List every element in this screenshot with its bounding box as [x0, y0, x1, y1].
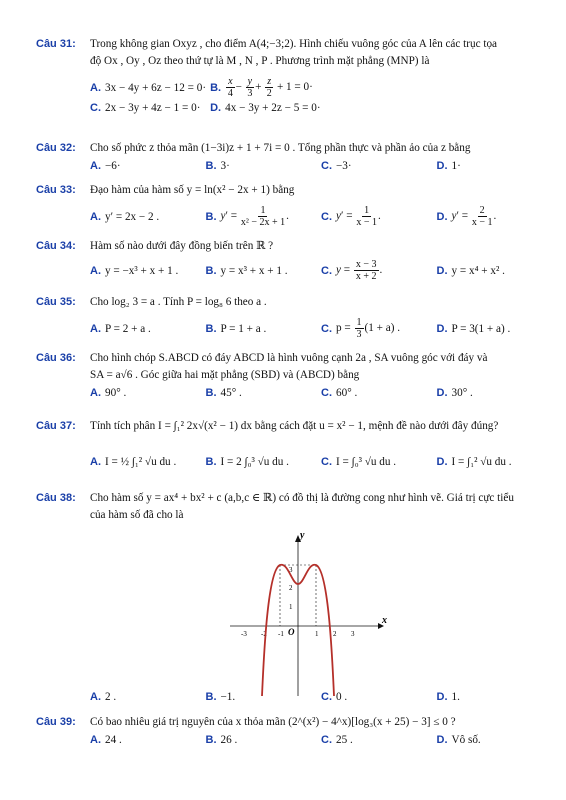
option-a: 3x − 4y + 6z − 12 = 0·	[105, 81, 207, 94]
question-32: Câu 32: Cho số phức z thỏa mãn (1−3i)z + 1 + 7i = 0 . Tổng phần thực và phần ảo của z bằng A. −6· B. 3· C. −3· D. 1·	[36, 140, 552, 175]
option-c: y = $\frac{x - 3}{x + 2}$ .	[336, 259, 383, 282]
x-tick: -1	[278, 630, 284, 638]
option-b: 26 .	[220, 734, 238, 746]
question-number: Câu 33:	[36, 184, 76, 196]
question-number: Câu 35:	[36, 296, 76, 308]
question-text: Có bao nhiêu giá trị nguyên của x thỏa mãn (2^(x²) − 4^x)[log₃(x + 25) − 3] ≤ 0 ?	[90, 716, 456, 728]
question-39: Câu 39: Có bao nhiêu giá trị nguyên của x thỏa mãn (2^(x²) − 4^x)[log₃(x + 25) − 3] ≤ 0 ? A. 24 . B. 26 . C. 25 . D. Vô số.	[36, 714, 552, 749]
question-text: Cho số phức z thỏa mãn (1−3i)z + 1 + 7i = 0 . Tổng phần thực và phần ảo của z bằng	[90, 142, 471, 154]
origin-label: O	[288, 627, 295, 637]
option-d: I = ∫₁² √u du .	[451, 456, 512, 468]
option-d: y′ = $\frac{2}{x - 1}$ .	[451, 205, 497, 228]
question-text: Trong không gian Oxyz , cho điểm A(4;−3;2). Hình chiếu vuông góc của A lên các trục tọa	[90, 38, 498, 50]
option-c: p = $\frac{1}{3}$ (1 + a) .	[336, 317, 401, 340]
question-text: Đạo hàm của hàm số y = ln(x² − 2x + 1) bằng	[90, 184, 295, 196]
question-text: Hàm số nào dưới đây đồng biến trên ℝ ?	[90, 240, 274, 252]
option-c: 2x − 3y + 4z − 1 = 0·	[105, 102, 201, 114]
option-a: 2 .	[105, 691, 117, 703]
x-tick: 2	[333, 630, 337, 638]
option-b: 3·	[220, 160, 230, 172]
option-a: y′ = 2x − 2 .	[105, 210, 160, 223]
option-b: −1.	[220, 691, 236, 703]
y-tick: 1	[289, 603, 293, 611]
option-c: I = ∫₀³ √u du .	[336, 456, 397, 468]
question-text-line2: SA = a√6 . Góc giữa hai mặt phẳng (SBD) và (ABCD) bằng	[90, 369, 360, 381]
function-graph	[226, 530, 388, 698]
question-number: Câu 36:	[36, 352, 76, 364]
option-d: Vô số.	[451, 734, 481, 746]
option-d: 1.	[451, 691, 460, 703]
question-text: Cho hình chóp S.ABCD có đáy ABCD là hình vuông cạnh 2a , SA vuông góc với đáy và	[90, 352, 488, 364]
question-text: Cho hàm số y = ax⁴ + bx² + c (a,b,c ∈ ℝ) có đồ thị là đường cong như hình vẽ. Giá trị cực tiểu	[90, 492, 514, 504]
question-text: Cho log₂ 3 = a . Tính P = log₈ 6 theo a .	[90, 296, 267, 308]
option-c: 60° .	[336, 387, 358, 399]
option-a: 90° .	[105, 387, 127, 399]
x-tick: -3	[241, 630, 247, 638]
option-a: P = 2 + a .	[105, 322, 151, 335]
option-b: 45° .	[220, 387, 242, 399]
y-tick: 3	[289, 566, 293, 574]
question-number: Câu 39:	[36, 716, 76, 728]
option-c: −3·	[336, 160, 352, 172]
x-tick: 3	[351, 630, 355, 638]
option-a: y = −x³ + x + 1 .	[105, 264, 179, 277]
question-31: Câu 31: Trong không gian Oxyz , cho điểm A(4;−3;2). Hình chiếu vuông góc của A lên các trục tọa độ Ox , Oy , Oz theo thứ tự là M , N , P . Phương trình mặt phẳng (MNP) là A. 3x − 4y + 6z − 12 = 0· B. $\frac{x}{4}$ − $\frac{y}{3}$ + $\frac{z}{2}$ + 1 = 0· C. 2x − 3y + 4z − 1 = 0· D. 4x − 3y + 2z − 5 = 0·	[36, 36, 552, 117]
option-d: 4x − 3y + 2z − 5 = 0·	[225, 102, 321, 114]
question-36: Câu 36: Cho hình chóp S.ABCD có đáy ABCD là hình vuông cạnh 2a , SA vuông góc với đáy và SA = a√6 . Góc giữa hai mặt phẳng (SBD) và (ABCD) bằng A. 90° . B. 45° . C. 60° . D. 30° .	[36, 350, 552, 402]
x-tick: 1	[315, 630, 319, 638]
option-c: y′ = $\frac{1}{x - 1}$ .	[336, 205, 381, 228]
question-33: Câu 33: Đạo hàm của hàm số y = ln(x² − 2x + 1) bằng A. y′ = 2x − 2 . B. y′ = $\frac{1}{\text{x² − 2x + 1}}$ . C. y′ = $\frac{1}{x - 1}$ . D. y′ = $\frac{2}{x - 1}$ .	[36, 182, 552, 228]
option-d: y = x⁴ + x² .	[451, 264, 505, 277]
question-number: Câu 31:	[36, 38, 76, 50]
option-b: $\frac{x}{4}$ − $\frac{y}{3}$ + $\frac{z}{2}$ + 1 = 0·	[227, 76, 313, 99]
question-text-line2: độ Ox , Oy , Oz theo thứ tự là M , N , P . Phương trình mặt phẳng (MNP) là	[90, 55, 430, 67]
question-text-line2: của hàm số đã cho là	[90, 509, 184, 521]
question-35: Câu 35: Cho log₂ 3 = a . Tính P = log₈ 6 theo a . A. P = 2 + a . B. P = 1 + a . C. p = $\frac{1}{3}$ (1 + a) . D. P = 3(1 + a) .	[36, 294, 552, 340]
x-tick: -2	[261, 630, 267, 638]
question-37: Câu 37: Tính tích phân I = ∫₁² 2x√(x² − 1) dx bằng cách đặt u = x² − 1, mệnh đề nào dưới đây đúng? A. I = ½ ∫₁² √u du . B. I = 2 ∫₀³ √u du . C. I = ∫₀³ √u du . D. I = ∫₁² √u du .	[36, 418, 552, 471]
y-tick: 2	[289, 584, 293, 592]
question-number: Câu 37:	[36, 420, 76, 432]
option-d: 30° .	[451, 387, 473, 399]
question-38	[36, 490, 552, 524]
option-b: y = x³ + x + 1 .	[220, 264, 288, 277]
option-d: P = 3(1 + a) .	[451, 322, 511, 335]
question-38-options: A. 2 . B. −1. C. 0 . D. 1.	[36, 688, 552, 706]
question-text: Tính tích phân I = ∫₁² 2x√(x² − 1) dx bằng cách đặt u = x² − 1, mệnh đề nào dưới đây đúng?	[90, 420, 499, 432]
question-number: Câu 34:	[36, 240, 76, 252]
question-number: Câu 32:	[36, 142, 76, 154]
x-axis-label: x	[382, 615, 387, 626]
option-c: 0 .	[336, 691, 348, 703]
option-a: I = ½ ∫₁² √u du .	[105, 456, 177, 468]
option-b: y′ = $\frac{1}{\text{x² − 2x + 1}}$ .	[220, 205, 289, 228]
option-a: −6·	[105, 160, 121, 172]
y-axis-label: y	[300, 530, 305, 541]
option-a: 24 .	[105, 734, 122, 746]
option-c: 25 .	[336, 734, 353, 746]
question-number: Câu 38:	[36, 492, 76, 504]
question-34: Câu 34: Hàm số nào dưới đây đồng biến trên ℝ ? A. y = −x³ + x + 1 . B. y = x³ + x + 1 . C. y = $\frac{x - 3}{x + 2}$ . D. y = x⁴ + x² .	[36, 238, 552, 282]
option-b: I = 2 ∫₀³ √u du .	[220, 456, 289, 468]
option-b: P = 1 + a .	[220, 322, 267, 335]
option-d: 1·	[451, 160, 461, 172]
